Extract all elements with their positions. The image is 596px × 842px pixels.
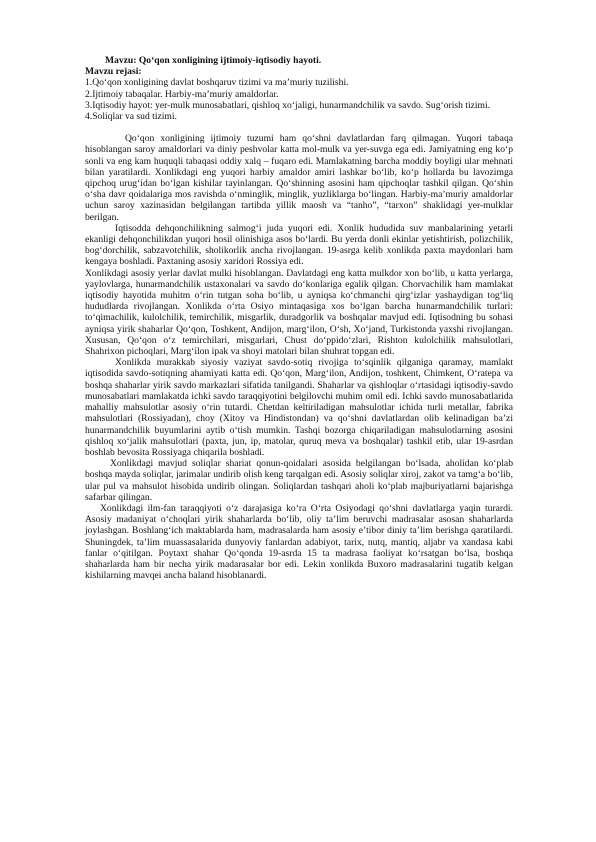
plan-item-1: 1.Qo‘qon xonligining davlat boshqaruv tizimi va ma’muriy tuzilishi.: [85, 77, 349, 89]
paragraph-land-crafts: Xonlikdagi asosiy yerlar davlat mulki hisoblangan. Davlatdagi eng katta mulkdor xon bo‘lib, u katta yerlarga, yaylovlarga, hunarmandchilik ustaxonalari va savdo do‘konlariga egalik qilgan. Chorvachilik ham mamlakat iqtisodiy hayotida muhitm o‘rin tutgan soha bo‘lib, u ayniqsa ko‘chmanchi qirg‘izlar yashaydigan tog‘liq hududlarda rivojlangan. Xonlikda o‘rta Osiyo mintaqasiga xos bo‘lgan barcha hunarmandchilik turlari: to‘qimachilik, kulolchilik, temirchilik, misgarlik, duradgorlik va boshqalar mavjud edi. Iqtisodning bu sohasi ayniqsa yirik shaharlar Qo‘qon, Toshkent, Andijon, marg‘ilon, O‘sh, Xo‘jand, Turkistonda yaxshi rivojlangan. Xususan, Qo‘qon o‘z temirchilari, misgarlari, Chust do‘ppido‘zlari, Rishton kulolchilik mahsulotlari, Shahrixon pichoqlari, Marg‘ilon ipak va shoyi matolari bilan shuhrat topgan edi.: [85, 267, 513, 358]
plan-item-4: 4.Soliqlar va sud tizimi.: [85, 111, 177, 123]
plan-item-2: 2.Ijtimoiy tabaqalar. Harbiy-ma’muriy amaldorlar.: [85, 88, 279, 100]
document-page: [85, 55, 513, 581]
section-gap: [85, 122, 513, 133]
plan-item-3: 3.Iqtisodiy hayot: yer-mulk munosabatlari, qishloq xo‘jaligi, hunarmandchilik va savdo. Sug‘orish tizimi.: [85, 99, 491, 111]
paragraph-agriculture: Iqtisodda dehqonchilikning salmog‘i juda yuqori edi. Xonlik hududida suv manbalarining yetarli ekanligi dehqonchilikdan yuqori hosil olinishiga asos bo‘lardi. Bu yerda donli ekinlar yetishtirish, polizchilik, bog‘dorchilik, sabzavotchilik, sholikorlik ancha rivojlangan. 19-asrga kelib xonlikda paxta maydonlari ham kengaya boshladi. Paxtaning asosiy xaridori Rossiya edi.: [85, 222, 513, 268]
paragraph-taxes: Xonlikdagi mavjud soliqlar shariat qonun-qoidalari asosida belgilangan bo‘lsada, aholidan ko‘plab boshqa mayda soliqlar, jarimalar undirib olish keng tarqalgan edi. Asosiy soliqlar xiroj, zakot va tamg‘a bo‘lib, ular pul va mahsulot hisobida undirib olingan. Soliqlardan tashqari aholi ko‘plab majburiyatlarni bajarishga safarbar qilingan.: [85, 458, 513, 503]
paragraph-trade: Xonlikda murakkab siyosiy vaziyat savdo-sotiq rivojiga to‘sqinlik qilganiga qaramay, mamlakt iqtisodida savdo-sotiqning ahamiyati katta edi. Qo‘qon, Marg‘ilon, Andijon, toshkent, Chimkent, O‘ratepa va boshqa shaharlar yirik savdo markazlari sifatida tanilgandi. Shaharlar va qishloqlar o‘rtasidagi iqtisodiy-savdo munosabatlari mamlakatda ichki savdo taraqqiyotini belgilovchi muhim omil edi. Ichki savdo munosabatlarida mahalliy mahsulotlar asosiy o‘rin tutardi. Chetdan keltiriladigan mahsulotlar ichida turli metallar, fabrika mahsulotlari (Rossiyadan), choy (Xitoy va Hindistondan) va qo‘shni davlatlardan olib kelinadigan ba’zi hunarmandchilik buyumlarini aytib o‘tish mumkin. Tashqi bozorga chiqariladigan mahsulotlarning asosini qishloq xo‘jalik mahsulotlari (paxta, jun, ip, matolar, quruq meva va boshqalar) tashkil etib, ular 19-asrdan boshlab bevosita Rossiyaga chiqarila boshladi.: [85, 357, 513, 458]
paragraph-science-education: Xonlikdagi ilm-fan taraqqiyoti o‘z darajasiga ko‘ra O‘rta Osiyodagi qo‘shni davlatlarga yaqin turardi. Asosiy madaniyat o‘choqlari yirik shaharlarda bo‘lib, oliy ta’lim beruvchi madrasalar asosan shaharlarda joylashgan. Boshlang‘ich maktablarda ham, madrasalarda ham asosiy e’tibor diniy ta’lim berishga qaratilardi. Shuningdek, ta’lim muassasalarida dunyoviy fanlardan adabiyot, tarix, nutq, mantiq, aljabr va xandasa kabi fanlar o‘qitilgan. Poytaxt shahar Qo‘qonda 19-asrda 15 ta madrasa faoliyat ko‘rsatgan bo‘lsa, boshqa shaharlarda ham bir necha yirik madarasalar bor edi. Lekin xonlikda Buxoro madrasalarini tugatib kelgan kishilarning mavqei ancha baland hisoblanardi.: [85, 502, 513, 582]
plan-heading: Mavzu rejasi:: [85, 66, 142, 78]
page-title: Mavzu: Qo‘qon xonligining ijtimoiy-iqtisodiy hayoti.: [105, 55, 322, 66]
paragraph-social-structure: Qo‘qon xonligining ijtimoiy tuzumi ham qo‘shni davlatlardan farq qilmagan. Yuqori tabaqa hisoblangan saroy amaldorlari va diniy peshvolar katta mol-mulk va yer-suvga ega edi. Jamiyatning eng ko‘p sonli va eng kam huquqli tabaqasi oddiy xalq – fuqaro edi. Mamlakatning barcha moddiy boyligi ular mehnati bilan yaratilardi. Xonlikdagi eng yuqori harbiy amaldor amiri lashkar bo‘lib, ko‘p hollarda bu lavozimga qipchoq urug‘idan bo‘lgan kishilar tayinlangan. Qo‘shinning asosini ham qipchoqlar tashkil qilgan. Qo‘shin o‘sha davr qoidalariga mos ravishda o‘nminglik, minglik, yuzliklarga bo‘lingan. Harbiy-ma’muriy amaldorlar uchun saroy xazinasidan belgilangan tartibda yillik maosh va “tanho”, “tarxon” shaklidagi yer-mulklar berilgan.: [85, 133, 513, 223]
